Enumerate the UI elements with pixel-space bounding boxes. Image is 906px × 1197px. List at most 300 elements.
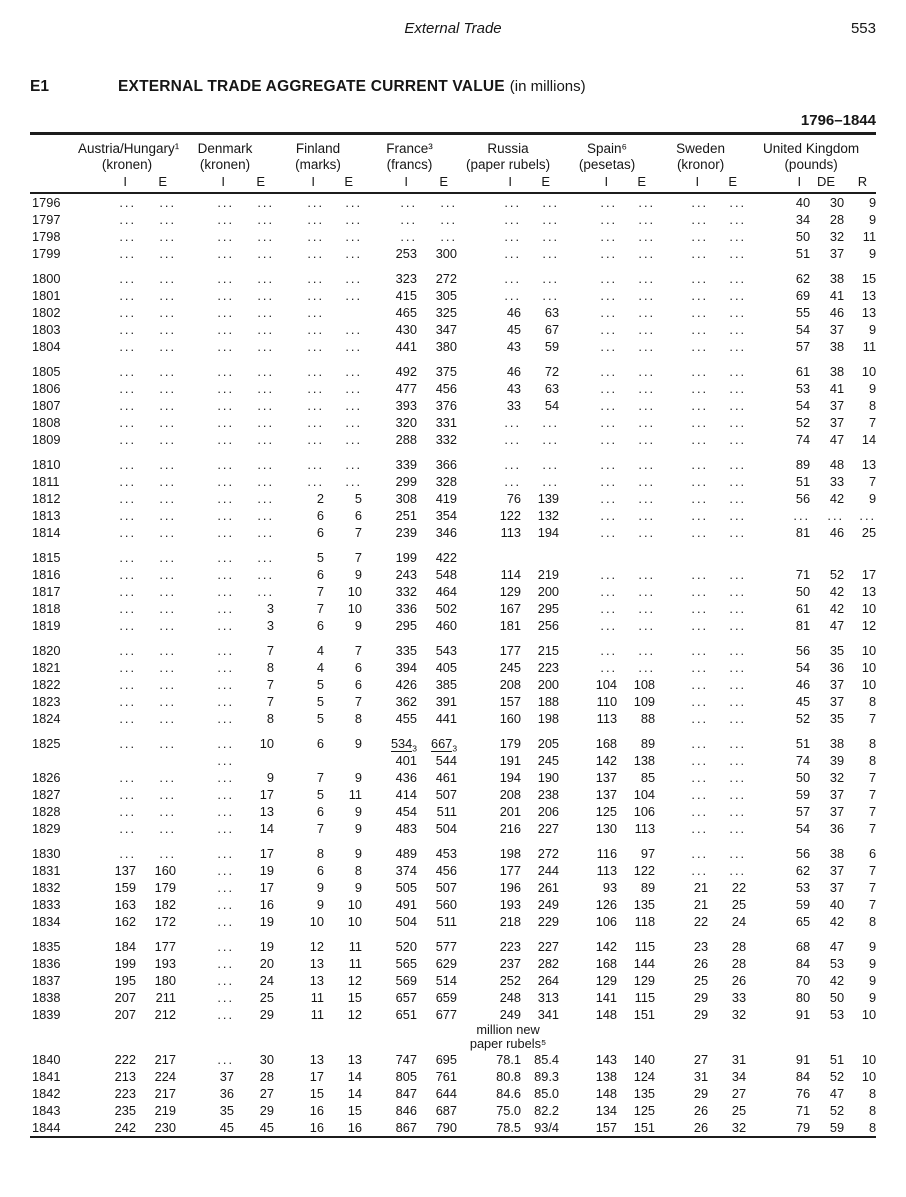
value-cell: 7 [868,770,877,785]
value-cell: 477 [395,381,418,396]
value-cell: 9 [354,618,363,633]
value-cell: 46 [795,677,811,692]
value-cell: 11 [348,956,363,971]
value-cell: 6 [316,736,325,751]
value-cell: 38 [829,271,845,286]
dots-cell: ... [217,1007,235,1022]
spacer-cell [559,1023,876,1051]
value-cell: 14 [347,1086,363,1101]
value-cell: 13 [861,305,877,320]
dots-cell: ... [600,525,618,540]
value-cell: 227 [537,821,560,836]
value-cell: 13 [309,1052,325,1067]
value-cell: 32 [731,1007,747,1022]
value-cell: 320 [395,415,418,430]
dots-cell: ... [119,787,136,802]
value-cell [274,752,324,769]
dots-cell: ... [638,643,656,658]
value-cell: 65 [795,914,811,929]
value-cell: 10 [309,914,325,929]
dots-cell: ... [217,567,235,582]
dots-cell: ... [257,567,275,582]
dots-cell: ... [119,415,136,430]
value-cell: 341 [537,1007,560,1022]
dots-cell: ... [729,339,747,354]
subcol-header-row [30,172,876,193]
value-cell: 53 [795,381,811,396]
value-cell: 313 [537,990,560,1005]
year-column-header [30,134,78,157]
value-cell: 134 [595,1103,618,1118]
value-cell: 39 [829,753,845,768]
value-cell: 456 [435,863,458,878]
value-cell: 124 [633,1069,656,1084]
value-cell: 385 [435,677,458,692]
value-cell [324,304,362,321]
value-cell: 224 [154,1069,177,1084]
dots-cell: ... [307,398,325,413]
table-row [30,473,876,490]
value-cell: 354 [435,508,458,523]
value-cell: 336 [395,601,418,616]
footnote-marker: 3 [452,743,458,754]
value-cell: 54 [795,821,811,836]
value-cell: 6 [316,804,325,819]
dots-cell: ... [159,550,177,565]
value-cell: 7 [354,550,363,565]
value-cell: 657 [395,990,418,1005]
value-cell: 115 [634,990,656,1005]
dots-cell: ... [159,643,177,658]
value-cell: 219 [537,567,560,582]
table-row [30,634,876,659]
dots-cell: ... [600,457,618,472]
year-cell: 1838 [32,990,61,1005]
subcol-label: E [637,174,647,189]
value-cell: 21 [693,897,709,912]
russia-note-line: paper rubels⁵ [469,1036,547,1051]
value-cell: 222 [114,1052,136,1067]
value-cell: 288 [395,432,418,447]
value-cell: 223 [114,1086,136,1101]
value-cell: 10 [861,1069,877,1084]
dots-cell: ... [307,339,325,354]
dots-cell: ... [217,787,235,802]
value-cell: 42 [829,914,845,929]
value-cell: 47 [829,1086,845,1101]
value-cell: 40 [795,195,811,210]
value-cell: 116 [596,846,618,861]
value-cell: 13 [259,804,275,819]
year-cell: 1813 [32,508,61,523]
value-cell: 89 [795,457,811,472]
dots-cell: ... [119,508,136,523]
value-cell: 27 [731,1086,747,1101]
value-cell [844,541,876,566]
value-cell: 8 [868,1086,877,1101]
dots-cell: ... [691,432,709,447]
subcol-label: R [857,174,868,189]
year-cell: 1811 [32,474,60,489]
dots-cell: ... [217,584,235,599]
value-cell: 805 [395,1069,418,1084]
dots-cell: ... [827,508,845,523]
table-row [30,1102,876,1119]
table-row [30,710,876,727]
year-cell: 1821 [32,660,61,675]
value-cell: 251 [395,508,418,523]
value-cell: 46 [829,525,845,540]
russia-note [457,1023,559,1051]
value-cell: 7 [266,677,275,692]
value-cell: 548 [435,567,458,582]
value-cell [78,752,136,769]
value-cell: 26 [693,1120,709,1135]
dots-cell: ... [159,660,177,675]
value-cell: 7 [266,694,275,709]
table-row [30,972,876,989]
table-row [30,820,876,837]
value-cell: 6 [316,618,325,633]
value-cell: 243 [395,567,418,582]
value-cell: 15 [347,1103,363,1118]
value-cell: 11 [348,787,363,802]
year-cell: 1828 [32,804,61,819]
value-cell: 109 [633,694,656,709]
value-cell: 394 [395,660,418,675]
dots-cell: ... [217,990,235,1005]
value-cell: 15 [309,1086,325,1101]
value-cell: 9 [354,736,363,751]
subcol-label: E [256,174,266,189]
dots-cell: ... [119,584,136,599]
value-cell: 46 [506,364,522,379]
value-cell: 9 [354,804,363,819]
value-cell: 362 [395,694,418,709]
dots-cell: ... [729,567,747,582]
value-cell: 71 [795,567,811,582]
dots-cell: ... [257,212,275,227]
dots-cell: ... [691,415,709,430]
dots-cell: ... [729,432,747,447]
table-row [30,803,876,820]
dots-cell: ... [638,212,656,227]
value-cell: 177 [499,643,522,658]
value-cell: 14 [347,1069,363,1084]
value-cell: 142 [595,753,618,768]
value-cell: 200 [537,677,560,692]
dots-cell: ... [159,711,177,726]
value-cell: 199 [114,956,136,971]
dots-cell: ... [257,364,275,379]
dots-cell: ... [638,457,656,472]
year-cell: 1800 [32,271,61,286]
dots-cell: ... [119,288,136,303]
period-label: 1796–1844 [800,112,876,129]
value-cell: 188 [537,694,560,709]
value-cell: 7 [868,880,877,895]
value-cell: 46 [506,305,522,320]
dots-cell: ... [217,601,235,616]
value-cell: 137 [595,787,618,802]
value-cell: 405 [435,660,458,675]
value-cell: 504 [435,821,458,836]
dots-cell: ... [691,736,709,751]
value-cell: 16 [259,897,275,912]
dots-cell: ... [691,584,709,599]
value-cell: 37 [829,398,845,413]
value-cell: 74 [795,753,811,768]
value-cell: 143 [595,1052,618,1067]
dots-cell: ... [217,736,235,751]
value-cell: 52 [795,415,811,430]
value-cell: 160 [154,863,177,878]
dots-cell: ... [691,398,709,413]
dots-cell: ... [638,322,656,337]
value-cell: 11 [348,939,363,954]
dots-cell: ... [307,212,325,227]
value-cell: 455 [395,711,418,726]
value-cell: 28 [731,939,747,954]
value-cell: 81 [795,525,811,540]
dots-cell: ... [217,212,235,227]
value-cell: 137 [114,863,136,878]
year-cell: 1798 [32,229,61,244]
value-cell: 37 [829,804,845,819]
year-cell: 1814 [32,525,61,540]
dots-cell: ... [159,212,177,227]
dots-cell: ... [542,457,560,472]
value-cell: 11 [310,990,325,1005]
dots-cell: ... [217,711,235,726]
value-cell: 12 [861,618,877,633]
value-cell: 159 [114,880,136,895]
value-cell: 193 [154,956,177,971]
value-cell: 50 [795,770,811,785]
value-cell: 422 [435,550,458,565]
dots-cell: ... [217,660,235,675]
value-cell: 8 [868,1120,877,1135]
value-cell: 140 [633,1052,656,1067]
dots-cell: ... [691,846,709,861]
table-row [30,676,876,693]
value-cell: 25 [731,897,747,912]
value-cell: 38 [829,736,845,751]
value-cell: 223 [537,660,560,675]
dots-cell: ... [638,339,656,354]
unit-label: (pesetas) [578,157,636,172]
dots-cell: ... [729,821,747,836]
value-cell: 196 [499,880,522,895]
dots-cell: ... [504,271,522,286]
value-cell: 295 [395,618,418,633]
value-cell [521,541,559,566]
year-cell: 1837 [32,973,61,988]
value-cell: 453 [435,846,458,861]
value-cell: 56 [795,643,811,658]
value-cell: 237 [499,956,522,971]
value-cell: 113 [500,525,522,540]
value-cell: 436 [395,770,418,785]
dots-cell: ... [345,457,363,472]
value-cell: 29 [259,1103,275,1118]
dots-cell: ... [217,246,235,261]
table-row [30,287,876,304]
value-cell: 208 [499,677,522,692]
dots-cell: ... [257,288,275,303]
dots-cell: ... [257,457,275,472]
value-cell: 282 [537,956,560,971]
dots-cell: ... [217,846,235,861]
year-cell: 1823 [32,694,61,709]
dots-cell: ... [257,246,275,261]
dots-cell: ... [217,880,235,895]
subcol-label: E [439,174,449,189]
value-cell: 218 [499,914,522,929]
value-cell: 32 [829,770,845,785]
dots-cell: ... [345,288,363,303]
value-cell: 253 [395,246,418,261]
table-row [30,338,876,355]
value-cell: 511 [436,804,458,819]
value-cell: 252 [499,973,522,988]
value-cell: 16 [309,1103,325,1118]
year-cell: 1804 [32,339,61,354]
value-cell: 31 [693,1069,709,1084]
dots-cell: ... [345,398,363,413]
value-cell: 172 [154,914,177,929]
value-cell: 33 [506,398,522,413]
dots-cell: ... [217,914,235,929]
table-row [30,659,876,676]
value-cell: 59 [829,1120,845,1135]
value-cell: 78.5 [496,1120,522,1135]
dots-cell: ... [217,525,235,540]
dots-cell: ... [307,381,325,396]
unit-label: (kronen) [199,157,251,172]
value-cell: 51 [795,246,811,261]
dots-cell: ... [600,415,618,430]
dots-cell: ... [159,821,177,836]
table-id: E1 [30,78,49,95]
trade-table [30,132,876,1138]
value-cell: 41 [829,288,845,303]
dots-cell: ... [345,339,363,354]
table-row [30,245,876,262]
value-cell: 23 [693,939,709,954]
value-cell: 9 [868,212,877,227]
value-cell: 14 [259,821,275,836]
dots-cell: ... [638,432,656,447]
value-cell: 93 [602,880,618,895]
table-row [30,262,876,287]
value-cell: 26 [693,1103,709,1118]
value-cell: 75.0 [496,1103,522,1118]
subcol-label: E [728,174,738,189]
footnote-marker: 3 [412,743,418,754]
dots-cell: ... [159,770,177,785]
dots-cell: ... [600,601,618,616]
value-cell: 148 [595,1007,618,1022]
dots-cell: ... [729,787,747,802]
value-cell: 108 [633,677,656,692]
dots-cell: ... [217,821,235,836]
value-cell: 37 [829,322,845,337]
table-row [30,193,876,211]
dots-cell: ... [217,804,235,819]
value-cell: 45 [259,1120,275,1135]
value-cell: 414 [395,787,418,802]
dots-cell: ... [159,677,177,692]
dots-cell: ... [729,212,747,227]
value-cell: 68 [795,939,811,954]
year-cell: 1809 [32,432,61,447]
dots-cell: ... [600,398,618,413]
value-cell: 249 [499,1007,522,1022]
value-cell: 34 [795,212,811,227]
value-cell: 52 [795,711,811,726]
dots-cell: ... [638,584,656,599]
dots-cell: ... [600,288,618,303]
country-header-row [30,134,876,157]
value-cell: 244 [537,863,560,878]
value-cell: 74 [795,432,811,447]
value-cell: 456 [435,381,458,396]
dots-cell: ... [859,508,877,523]
dots-cell: ... [119,457,136,472]
dots-cell: ... [159,415,177,430]
dots-cell: ... [691,711,709,726]
year-cell: 1801 [32,288,61,303]
value-cell: 34 [731,1069,747,1084]
value-cell: 29 [693,1007,709,1022]
dots-cell: ... [691,271,709,286]
dots-cell: ... [217,897,235,912]
unit-label: (kronen) [101,157,153,172]
value-cell: 14 [861,432,877,447]
page-title: EXTERNAL TRADE AGGREGATE CURRENT VALUE [118,78,505,95]
year-cell: 1826 [32,770,61,785]
value-cell: 761 [435,1069,458,1084]
country-header: France³ [386,141,433,156]
dots-cell: ... [504,415,522,430]
value-cell: 67 [544,322,560,337]
dots-cell: ... [217,694,235,709]
dots-cell: ... [729,525,747,540]
value-cell: 13 [861,584,877,599]
value-cell: 401 [395,753,418,768]
dots-cell: ... [729,804,747,819]
value-cell: 238 [537,787,560,802]
value-cell: 207 [114,1007,136,1022]
value-cell: 10 [861,601,877,616]
dots-cell: ... [217,550,235,565]
year-cell: 1807 [32,398,61,413]
dots-cell: ... [159,271,177,286]
value-cell: 230 [154,1120,177,1135]
value-cell: 50 [795,584,811,599]
page-number: 553 [850,20,876,37]
value-cell: 36 [219,1086,235,1101]
dots-cell: ... [307,415,325,430]
dots-cell: ... [638,660,656,675]
value-cell: 53 [795,880,811,895]
dots-cell: ... [691,229,709,244]
value-cell: 10 [259,736,275,751]
value-cell: 560 [435,897,458,912]
dots-cell: ... [119,804,136,819]
value-cell: 26 [693,956,709,971]
